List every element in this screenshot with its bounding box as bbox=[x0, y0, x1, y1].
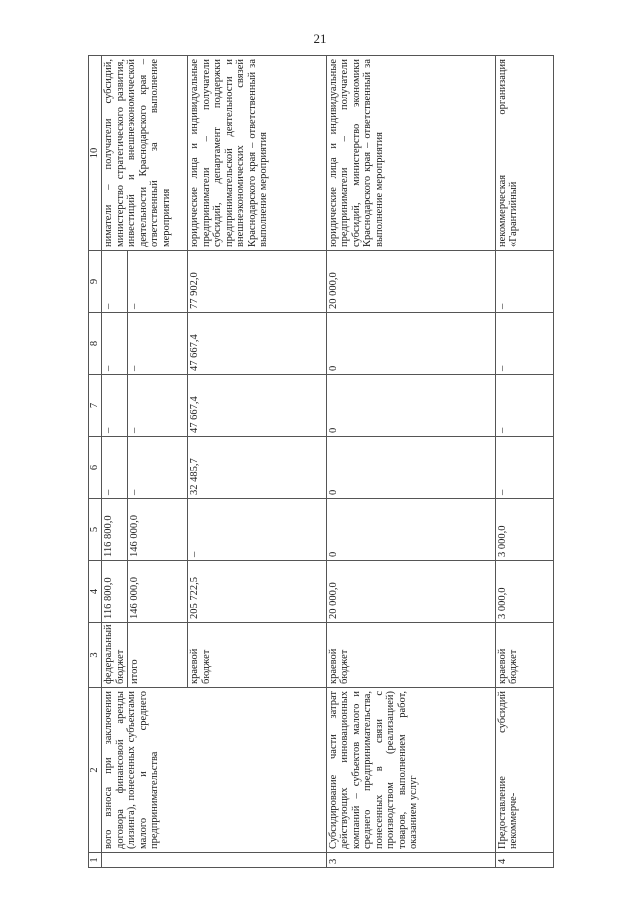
value-cell: 47 667,4 bbox=[188, 313, 327, 375]
row-number-cell bbox=[102, 853, 327, 868]
header-cell: 4 bbox=[89, 561, 102, 623]
value-cell: – bbox=[188, 499, 327, 561]
value-cell: 0 bbox=[326, 437, 495, 499]
value-cell: – bbox=[495, 251, 553, 313]
table-row bbox=[495, 56, 553, 868]
header-cell: 6 bbox=[89, 437, 102, 499]
value-cell: 0 bbox=[326, 499, 495, 561]
page-number: 21 bbox=[313, 31, 327, 46]
value-cell: 3 000,0 bbox=[495, 561, 553, 623]
value-cell: 205 722,5 bbox=[188, 561, 327, 623]
event-name-cell: Предоставление субсидий некоммерче- bbox=[495, 688, 553, 853]
header-cell: 1 bbox=[89, 853, 102, 868]
header-row bbox=[89, 56, 102, 868]
value-cell: 0 bbox=[326, 375, 495, 437]
event-name-cell: вого взноса при заключении договора финансовой аренды (лизинга), понесенных субъектами малого и среднего предпринимательства bbox=[102, 688, 327, 853]
header-cell: 8 bbox=[89, 313, 102, 375]
value-cell: 146 000,0 bbox=[128, 561, 188, 623]
value-cell: – bbox=[102, 251, 128, 313]
value-cell: 116 800,0 bbox=[102, 561, 128, 623]
value-cell: – bbox=[102, 437, 128, 499]
source-cell: итого bbox=[128, 623, 188, 688]
responsible-cell: некоммерческая организация «Гарантийный bbox=[495, 56, 553, 251]
value-cell: 116 800,0 bbox=[102, 499, 128, 561]
row-number-cell: 4 bbox=[495, 853, 553, 868]
source-cell: краевой бюджет bbox=[188, 623, 327, 688]
header-cell: 2 bbox=[89, 688, 102, 853]
responsible-cell: юридические лица и индивидуальные предприниматели – получатели субсидий, министерство экономики Краснодарского края – ответственный за выполнение мероприятия bbox=[326, 56, 495, 251]
source-cell: краевой бюджет bbox=[495, 623, 553, 688]
responsible-cell: ниматели – получатели субсидий, министерство стратегического развития, инвестиций и внешнеэкономической деятельности Краснодарского края – ответственный за выполнение мероприятия bbox=[102, 56, 188, 251]
table-row bbox=[326, 56, 495, 868]
event-name-cell: Субсидирование части затрат действующих инновационных компаний – субъектов малого и среднего предпринимательства, понесенных в связи с производством (реализацией) товаров, выполнением работ, оказанием услуг bbox=[326, 688, 495, 853]
value-cell: – bbox=[102, 313, 128, 375]
header-cell: 9 bbox=[89, 251, 102, 313]
value-cell: – bbox=[128, 437, 188, 499]
value-cell: – bbox=[128, 251, 188, 313]
header-cell: 10 bbox=[89, 56, 102, 251]
rotated-table-container bbox=[88, 56, 554, 868]
value-cell: – bbox=[128, 313, 188, 375]
source-cell: краевой бюджет bbox=[326, 623, 495, 688]
value-cell: 146 000,0 bbox=[128, 499, 188, 561]
header-cell: 5 bbox=[89, 499, 102, 561]
value-cell: 47 667,4 bbox=[188, 375, 327, 437]
program-table bbox=[88, 55, 554, 868]
value-cell: 3 000,0 bbox=[495, 499, 553, 561]
value-cell: 32 485,7 bbox=[188, 437, 327, 499]
value-cell: – bbox=[495, 375, 553, 437]
value-cell: – bbox=[128, 375, 188, 437]
header-cell: 7 bbox=[89, 375, 102, 437]
value-cell: – bbox=[495, 437, 553, 499]
row-number-cell: 3 bbox=[326, 853, 495, 868]
value-cell: 0 bbox=[326, 313, 495, 375]
responsible-cell: юридические лица и индивидуальные предприниматели – получатели субсидий, департамент поддержки предпринимательской деятельности и внешнеэкономических связей Краснодарского края – ответственный за выполнение мероприятия bbox=[188, 56, 327, 251]
value-cell: 20 000,0 bbox=[326, 561, 495, 623]
table-row bbox=[102, 56, 128, 868]
value-cell: – bbox=[102, 375, 128, 437]
header-cell: 3 bbox=[89, 623, 102, 688]
value-cell: 20 000,0 bbox=[326, 251, 495, 313]
value-cell: – bbox=[495, 313, 553, 375]
value-cell: 77 902,0 bbox=[188, 251, 327, 313]
source-cell: федеральный бюджет bbox=[102, 623, 128, 688]
